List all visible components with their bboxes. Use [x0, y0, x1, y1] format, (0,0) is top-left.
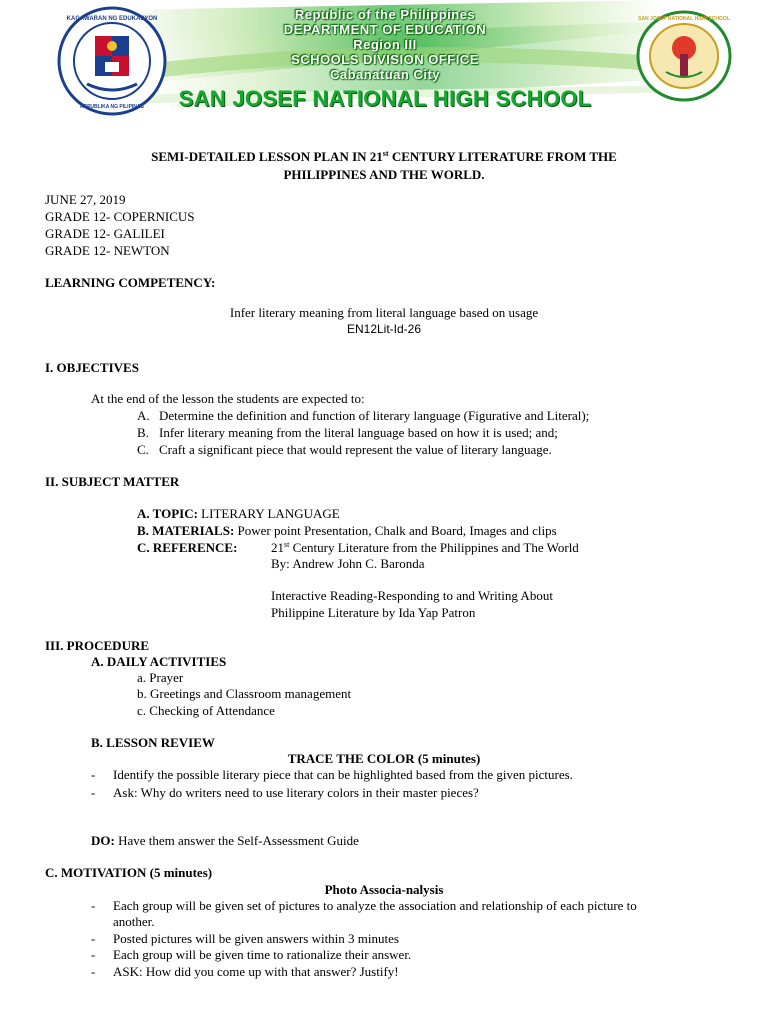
header-line-2: DEPARTMENT OF EDUCATION: [283, 22, 487, 37]
objective-text: Craft a significant piece that would represent the value of literary language.: [159, 442, 552, 457]
svg-text:REPUBLIKA NG PILIPINAS: REPUBLIKA NG PILIPINAS: [80, 104, 144, 110]
reference-2-line1: Interactive Reading-Responding to and Writing About: [271, 588, 553, 603]
subject-matter-heading: II. SUBJECT MATTER: [45, 474, 180, 489]
section-item: GRADE 12- COPERNICUS: [45, 209, 195, 224]
objective-letter: A.: [137, 408, 150, 423]
do-row: DO: Have them answer the Self-Assessment Guide: [91, 833, 359, 848]
lesson-date: JUNE 27, 2019: [45, 192, 126, 207]
bullet-dash: -: [91, 898, 96, 913]
daily-activity-item: a. Prayer: [137, 670, 184, 685]
competency-text: Infer literary meaning from literal language based on usage: [229, 305, 539, 320]
deped-seal: [57, 6, 167, 116]
motivation-item-continuation: another.: [113, 914, 155, 929]
reference-1-author: By: Andrew John C. Baronda: [271, 556, 425, 571]
motivation-item: Each group will be given time to rationalize their answer.: [113, 947, 412, 962]
procedure-heading: III. PROCEDURE: [45, 638, 150, 653]
header-line-5: Cabanatuan City: [329, 67, 441, 82]
reference-1: 21st Century Literature from the Philippines and The World: [271, 540, 579, 555]
objective-letter: C.: [137, 442, 149, 457]
objectives-intro: At the end of the lesson the students are expected to:: [91, 391, 365, 406]
competency-heading: LEARNING COMPETENCY:: [45, 275, 216, 290]
daily-activities-heading: A. DAILY ACTIVITIES: [91, 654, 227, 669]
svg-text:KAGAWARAN NG EDUKASYON: KAGAWARAN NG EDUKASYON: [66, 16, 158, 22]
competency-code: EN12Lit-Id-26: [346, 322, 422, 336]
reference-2-line2: Philippine Literature by Ida Yap Patron: [271, 605, 476, 620]
bullet-dash: -: [91, 947, 96, 962]
school-seal: [636, 10, 732, 102]
bullet-dash: -: [91, 964, 96, 979]
topic-row: A. TOPIC: LITERARY LANGUAGE: [137, 506, 340, 521]
objective-text: Determine the definition and function of literary language (Figurative and Literal);: [159, 408, 590, 423]
objective-letter: B.: [137, 425, 149, 440]
header-line-1: Republic of the Philippines: [294, 7, 476, 22]
motivation-heading: C. MOTIVATION (5 minutes): [45, 865, 213, 880]
bullet-dash: -: [91, 767, 96, 782]
section-item: GRADE 12- GALILEI: [45, 226, 165, 241]
objectives-heading: I. OBJECTIVES: [45, 360, 139, 375]
letterhead: [0, 0, 768, 125]
school-name: SAN JOSEF NATIONAL HIGH SCHOOL: [178, 86, 592, 111]
daily-activity-item: b. Greetings and Classroom management: [137, 686, 352, 701]
bullet-dash: -: [91, 785, 96, 800]
svg-text:SAN JOSEF NATIONAL HIGH SCHOOL: SAN JOSEF NATIONAL HIGH SCHOOL: [638, 16, 730, 22]
lesson-plan-title: SEMI-DETAILED LESSON PLAN IN 21st CENTURY LITERATURE FROM THE PHILIPPINES AND THE WORLD.: [151, 149, 617, 182]
motivation-item: ASK: How did you come up with that answer? Justify!: [113, 964, 399, 979]
lesson-review-title: TRACE THE COLOR (5 minutes): [287, 751, 481, 766]
daily-activity-item: c. Checking of Attendance: [137, 703, 275, 718]
review-item: Identify the possible literary piece that can be highlighted based from the given pictures.: [113, 767, 573, 782]
bullet-dash: -: [91, 931, 96, 946]
header-line-3: Region III: [353, 37, 417, 52]
review-item: Ask: Why do writers need to use literary colors in their master pieces?: [113, 785, 479, 800]
section-item: GRADE 12- NEWTON: [45, 243, 170, 258]
lesson-review-heading: B. LESSON REVIEW: [91, 735, 215, 750]
header-line-4: SCHOOLS DIVISION OFFICE: [291, 52, 479, 67]
motivation-title: Photo Associa-nalysis: [324, 882, 444, 897]
motivation-item: Posted pictures will be given answers within 3 minutes: [113, 931, 399, 946]
motivation-item: Each group will be given set of pictures to analyze the association and relationship of each picture to: [113, 898, 637, 913]
materials-row: B. MATERIALS: Power point Presentation, Chalk and Board, Images and clips: [137, 523, 557, 538]
reference-label: C. REFERENCE:: [137, 540, 238, 555]
objective-text: Infer literary meaning from the literal language based on how it is used; and;: [159, 425, 558, 440]
